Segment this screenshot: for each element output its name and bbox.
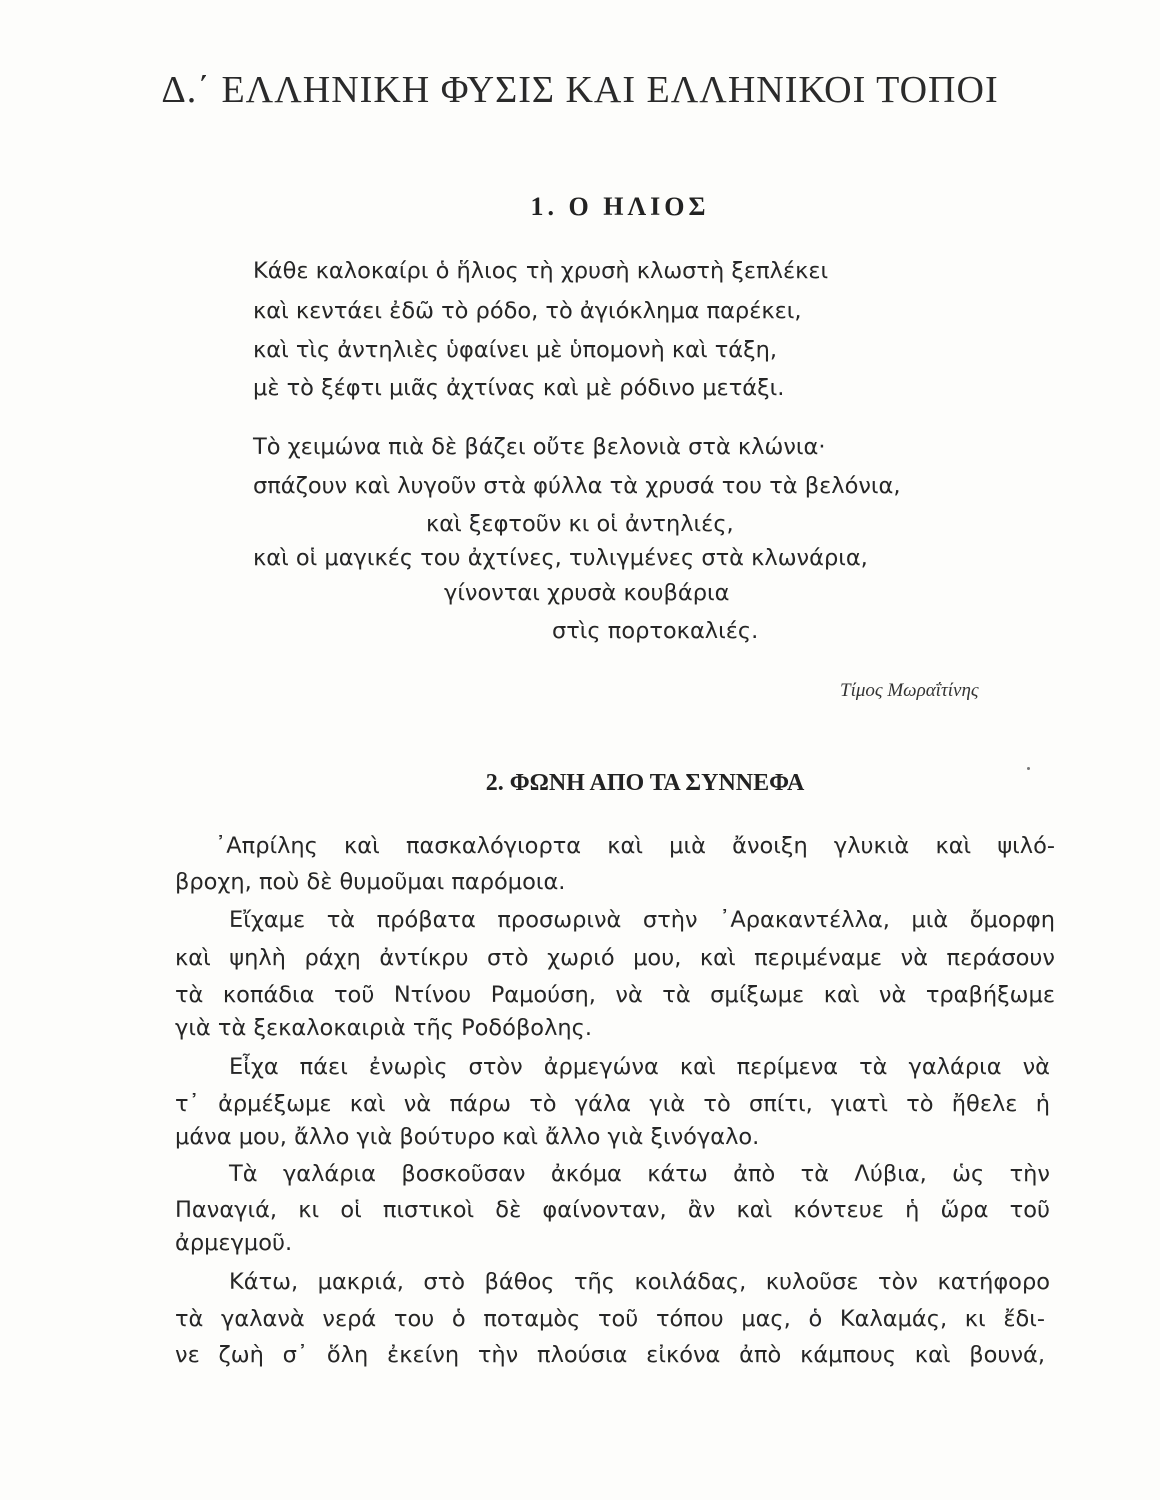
chapter-title: Δ.΄ ΕΛΛΗΝΙΚΗ ΦΥΣΙΣ ΚΑΙ ΕΛΛΗΝΙΚΟΙ ΤΟΠΟΙ	[161, 69, 999, 111]
prose-line: Εἴχαμε τὰ πρόβατα προσωρινὰ στὴν ᾿Αρακαντέλλα, μιὰ ὄμορφη	[229, 907, 1055, 933]
prose-line: Εἶχα πάει ἐνωρὶς στὸν ἀρμεγώνα καὶ περίμενα τὰ γαλάρια νὰ	[229, 1054, 1050, 1080]
poem-line: καὶ κεντάει ἐδῶ τὸ ρόδο, τὸ ἀγιόκλημα παρέκει,	[253, 298, 802, 324]
poem-line: γίνονται χρυσὰ κουβάρια	[444, 580, 730, 606]
poem-title: 1. Ο ΗΛΙΟΣ	[530, 192, 710, 221]
poem-line: καὶ τὶς ἀντηλιὲς ὑφαίνει μὲ ὑπομονὴ καὶ τάξη,	[253, 337, 778, 363]
poem-line: καὶ οἱ μαγικές του ἀχτίνες, τυλιγμένες στὰ κλωνάρια,	[253, 545, 868, 571]
prose-line: ἀρμεγμοῦ.	[175, 1230, 293, 1256]
page-speck	[1027, 767, 1030, 770]
poem-line: Τὸ χειμώνα πιὰ δὲ βάζει οὔτε βελονιὰ στὰ κλώνια·	[253, 434, 826, 460]
prose-line: Τὰ γαλάρια βοσκοῦσαν ἀκόμα κάτω ἀπὸ τὰ Λύβια, ὡς τὴν	[229, 1161, 1050, 1187]
prose-line: Παναγιά, κι οἱ πιστικοὶ δὲ φαίνονταν, ἂν καὶ κόντευε ἡ ὥρα τοῦ	[175, 1197, 1050, 1223]
prose-line: τὰ κοπάδια τοῦ Ντίνου Ραμούση, νὰ τὰ σμίξωμε καὶ νὰ τραβήξωμε	[175, 982, 1055, 1008]
poem-line: Κάθε καλοκαίρι ὁ ἥλιος τὴ χρυσὴ κλωστὴ ξεπλέκει	[253, 258, 829, 284]
poem-author: Τίμος Μωραΐτίνης	[840, 680, 979, 701]
prose-line: τὰ γαλανὰ νερά του ὁ ποταμὸς τοῦ τόπου μας, ὁ Καλαμάς, κι ἔδι-	[175, 1306, 1045, 1332]
prose-line: γιὰ τὰ ξεκαλοκαιριὰ τῆς Ροδόβολης.	[175, 1015, 592, 1041]
poem-line: σπάζουν καὶ λυγοῦν στὰ φύλλα τὰ χρυσά του τὰ βελόνια,	[253, 473, 901, 499]
poem-line: μὲ τὸ ξέφτι μιᾶς ἀχτίνας καὶ μὲ ρόδινο μετάξι.	[253, 375, 785, 401]
poem-line: καὶ ξεφτοῦν κι οἱ ἀντηλιές,	[426, 511, 734, 537]
prose-line: μάνα μου, ἄλλο γιὰ βούτυρο καὶ ἄλλο γιὰ ξινόγαλο.	[175, 1124, 760, 1150]
prose-title: 2. ΦΩΝΗ ΑΠΟ ΤΑ ΣΥΝΝΕΦΑ	[485, 770, 805, 796]
prose-line: Κάτω, μακριά, στὸ βάθος τῆς κοιλάδας, κυλοῦσε τὸν κατήφορο	[229, 1269, 1050, 1295]
prose-line: νε ζωὴ σ᾿ ὅλη ἐκείνη τὴν πλούσια εἰκόνα ἀπὸ κάμπους καὶ βουνά,	[175, 1342, 1045, 1368]
prose-line: τ᾿ ἀρμέξωμε καὶ νὰ πάρω τὸ γάλα γιὰ τὸ σπίτι, γιατὶ τὸ ἤθελε ἡ	[175, 1091, 1050, 1117]
prose-line: βροχη, ποὺ δὲ θυμοῦμαι παρόμοια.	[175, 869, 566, 895]
prose-line: καὶ ψηλὴ ράχη ἀντίκρυ στὸ χωριό μου, καὶ περιμέναμε νὰ περάσουν	[175, 945, 1055, 971]
poem-line: στὶς πορτοκαλιές.	[552, 618, 759, 644]
prose-line: ᾿Απρίλης καὶ πασκαλόγιορτα καὶ μιὰ ἄνοιξη γλυκιὰ καὶ ψιλό-	[215, 833, 1055, 859]
